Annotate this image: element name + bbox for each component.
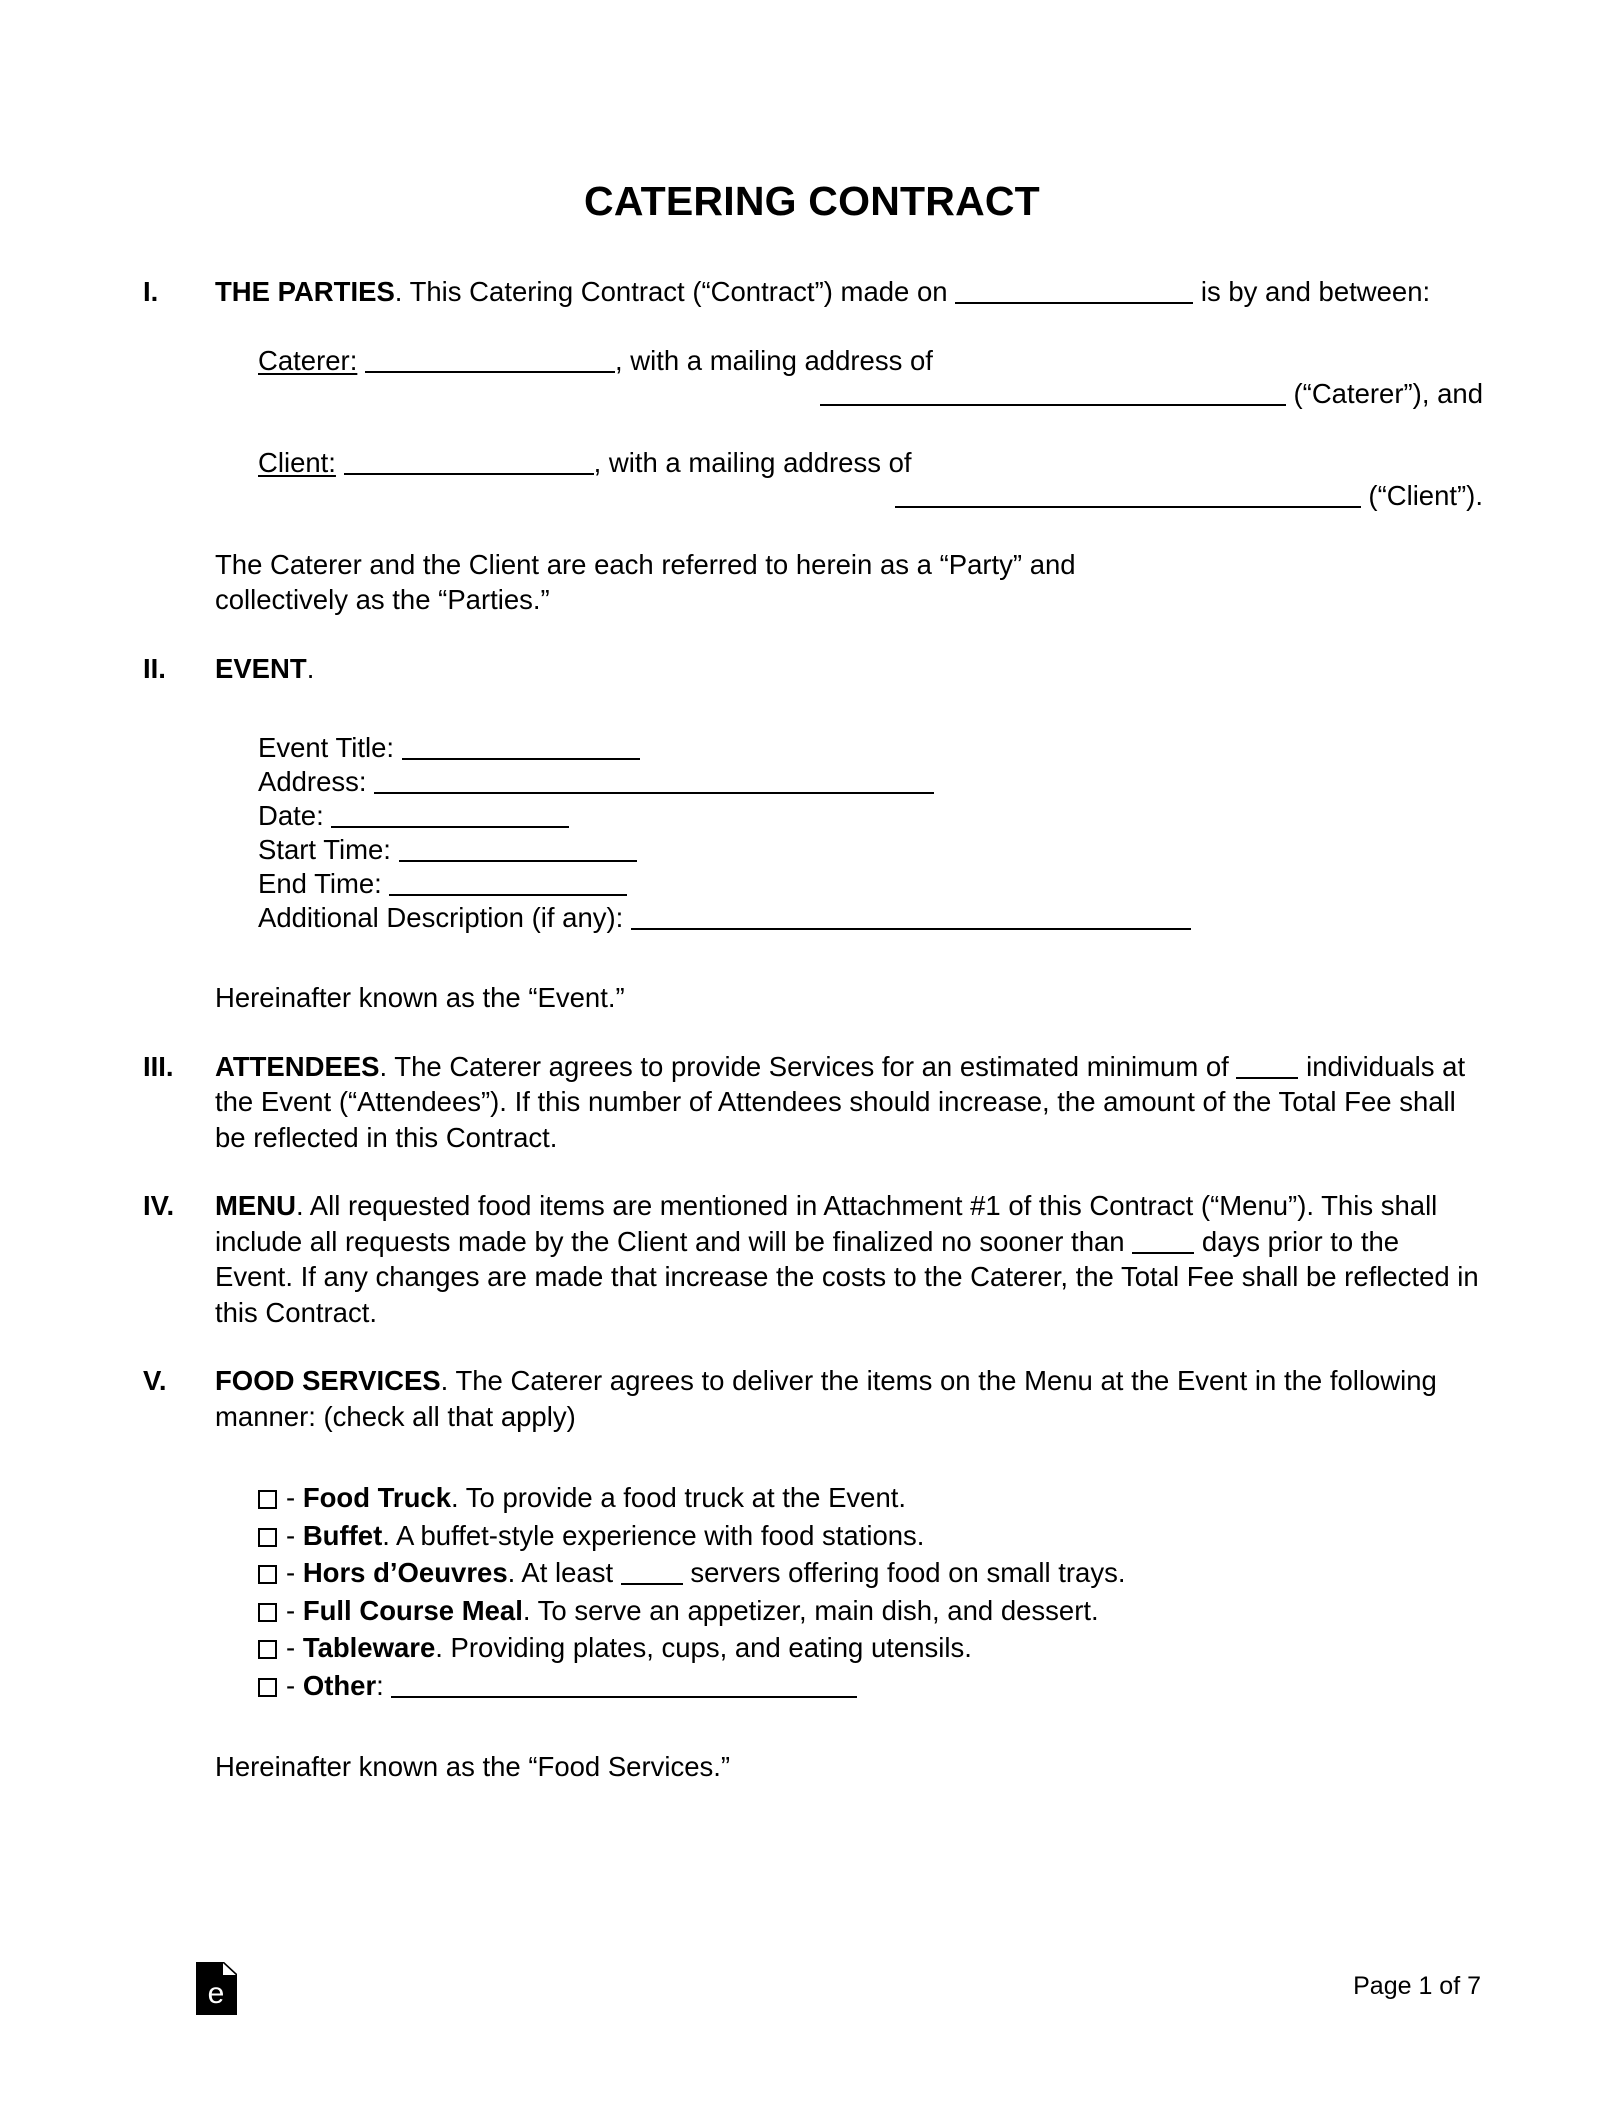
heading-event: EVENT — [215, 652, 307, 684]
event-field-label: Date: — [258, 800, 324, 831]
client-name-blank[interactable] — [344, 454, 594, 475]
option-dash: - — [286, 1594, 296, 1626]
checkbox-icon[interactable] — [258, 1678, 277, 1697]
client-tail: (“Client”). — [1368, 480, 1483, 511]
clause-menu — [143, 1188, 1483, 1330]
option-full-course-meal[interactable] — [258, 1592, 1483, 1630]
event-field-row — [258, 731, 1483, 765]
option-dash: - — [286, 1669, 296, 1701]
clause-attendees-text — [215, 1049, 1483, 1156]
option-desc: : — [376, 1669, 384, 1701]
spacer — [143, 1155, 1483, 1188]
client-after-blank: , with a mailing address of — [593, 446, 912, 478]
heading-food-services: FOOD SERVICES — [215, 1365, 441, 1396]
parties-closing-line-1: The Caterer and the Client are each referred to herein as a “Party” and — [215, 548, 1076, 580]
option-name: Full Course Meal — [302, 1594, 523, 1626]
option-name: Hors d’Oeuvres — [302, 1557, 508, 1588]
checkbox-icon[interactable] — [258, 1603, 277, 1622]
clause-food-services-text — [215, 1363, 1483, 1434]
clause-event-text — [215, 651, 1483, 687]
event-heading-period: . — [306, 652, 315, 684]
food-services-hereinafter-text: Hereinafter known as the “Food Services.” — [215, 1751, 731, 1782]
spacer — [143, 1016, 1483, 1049]
event-field-label: Event Title: — [258, 732, 395, 763]
heading-menu: MENU — [215, 1190, 296, 1221]
event-field-label: Address: — [258, 766, 367, 797]
parties-closing — [143, 547, 1483, 618]
option-dash: - — [286, 1557, 296, 1588]
clause-the-parties — [143, 274, 1483, 310]
event-field-row — [258, 901, 1483, 935]
clause-parties-text — [215, 274, 1483, 310]
svg-text:e: e — [207, 1977, 225, 2010]
event-end-time-blank[interactable] — [389, 875, 627, 896]
option-name: Tableware — [302, 1632, 436, 1663]
parties-intro-a: . This Catering Contract (“Contract”) made on — [394, 276, 948, 307]
parties-intro-b: is by and between: — [1200, 276, 1431, 307]
eforms-logo-icon — [196, 1962, 237, 2015]
event-title-blank[interactable] — [402, 739, 640, 760]
client-address-blank[interactable] — [895, 487, 1361, 508]
caterer-after-blank: , with a mailing address of — [614, 344, 933, 376]
option-desc2: servers offering food on small trays. — [690, 1557, 1126, 1588]
attendees-text-b: individuals at the Event (“Attendees”). If this number of Attendees should increase, the amount of the Total Fee shall be reflected in this Contract. — [215, 1050, 1466, 1153]
option-name: Food Truck — [302, 1482, 452, 1513]
checkbox-icon[interactable] — [258, 1565, 277, 1584]
spacer — [143, 686, 1483, 731]
heading-attendees: ATTENDEES — [215, 1050, 380, 1082]
option-name: Buffet — [302, 1519, 383, 1551]
spacer — [143, 514, 1483, 547]
checkbox-icon[interactable] — [258, 1490, 277, 1509]
event-field-row — [258, 765, 1483, 799]
spacer — [143, 618, 1483, 651]
option-desc: . To provide a food truck at the Event. — [451, 1482, 907, 1513]
clause-numeral-v: V. — [143, 1365, 167, 1396]
other-blank[interactable] — [391, 1677, 857, 1698]
food-services-hereinafter — [143, 1749, 1483, 1785]
event-fields — [143, 731, 1483, 935]
spacer — [143, 1434, 1483, 1479]
spacer — [143, 935, 1483, 980]
option-desc: . At least — [507, 1557, 614, 1588]
option-food-truck[interactable] — [258, 1479, 1483, 1517]
spacer — [143, 1330, 1483, 1363]
clause-numeral-i: I. — [143, 276, 159, 307]
option-buffet[interactable] — [258, 1517, 1483, 1555]
option-desc: . Providing plates, cups, and eating utensils. — [435, 1632, 972, 1663]
option-desc: . A buffet-style experience with food stations. — [382, 1519, 925, 1551]
option-tableware[interactable] — [258, 1629, 1483, 1667]
food-services-options — [143, 1479, 1483, 1704]
spacer — [143, 1704, 1483, 1749]
heading-the-parties: THE PARTIES — [215, 276, 395, 307]
clause-menu-text — [215, 1188, 1483, 1330]
client-line — [258, 445, 1483, 481]
event-hereinafter — [143, 980, 1483, 1016]
hors-doeuvres-servers-blank[interactable] — [621, 1564, 683, 1585]
parties-closing-text — [215, 547, 1483, 618]
attendees-text-a: . The Caterer agrees to provide Services for an estimated minimum of — [379, 1050, 1229, 1082]
option-dash: - — [286, 1519, 296, 1551]
option-other[interactable] — [258, 1667, 1483, 1705]
option-name: Other — [302, 1669, 377, 1701]
event-field-label: Additional Description (if any): — [258, 902, 624, 933]
clause-food-services — [143, 1363, 1483, 1434]
client-block — [143, 445, 1483, 514]
spacer — [143, 412, 1483, 445]
option-dash: - — [286, 1632, 296, 1663]
checkbox-icon[interactable] — [258, 1528, 277, 1547]
event-field-row — [258, 867, 1483, 901]
event-field-label: End Time: — [258, 868, 382, 899]
event-hereinafter-text: Hereinafter known as the “Event.” — [215, 982, 625, 1013]
parties-date-blank[interactable] — [955, 283, 1193, 304]
menu-text-b: days prior to the Event. If any changes are made that increase the costs to the Caterer, the Total Fee shall be reflected in this Contract. — [215, 1225, 1479, 1328]
event-field-row — [258, 833, 1483, 867]
caterer-address-line — [258, 376, 1483, 412]
event-additional-description-blank[interactable] — [631, 909, 1191, 930]
option-desc: . To serve an appetizer, main dish, and dessert. — [522, 1594, 1099, 1626]
spacer — [143, 310, 1483, 343]
clause-event — [143, 651, 1483, 687]
event-address-blank[interactable] — [374, 773, 934, 794]
document-body — [143, 274, 1483, 1785]
clause-numeral-iii: III. — [143, 1050, 174, 1082]
page-number: Page 1 of 7 — [1353, 1972, 1481, 2000]
event-date-blank[interactable] — [331, 807, 569, 828]
option-hors-doeuvres[interactable] — [258, 1554, 1483, 1592]
attendees-count-blank[interactable] — [1236, 1058, 1298, 1079]
event-field-label: Start Time: — [258, 834, 391, 865]
menu-text-a: . All requested food items are mentioned in Attachment #1 of this Contract (“Menu”). This shall include all requests made by the Client and will be finalized no sooner than — [215, 1190, 1438, 1257]
menu-days-blank[interactable] — [1132, 1233, 1194, 1254]
page-title: CATERING CONTRACT — [584, 178, 1040, 224]
event-start-time-blank[interactable] — [399, 841, 637, 862]
food-services-text: . The Caterer agrees to deliver the items on the Menu at the Event in the following manner: (check all that apply) — [215, 1365, 1437, 1432]
caterer-block — [143, 343, 1483, 412]
client-address-line — [258, 478, 1483, 514]
caterer-tail: (“Caterer”), and — [1293, 378, 1483, 409]
caterer-name-blank[interactable] — [365, 352, 615, 373]
clause-numeral-ii: II. — [143, 652, 166, 684]
caterer-label: Caterer: — [258, 344, 358, 376]
parties-closing-line-2: collectively as the “Parties.” — [215, 584, 550, 615]
clause-numeral-iv: IV. — [143, 1190, 175, 1221]
caterer-line — [258, 343, 1483, 379]
event-field-row — [258, 799, 1483, 833]
client-label: Client: — [258, 446, 336, 478]
clause-attendees — [143, 1049, 1483, 1156]
caterer-address-blank[interactable] — [820, 385, 1286, 406]
checkbox-icon[interactable] — [258, 1640, 277, 1659]
option-dash: - — [286, 1482, 296, 1513]
